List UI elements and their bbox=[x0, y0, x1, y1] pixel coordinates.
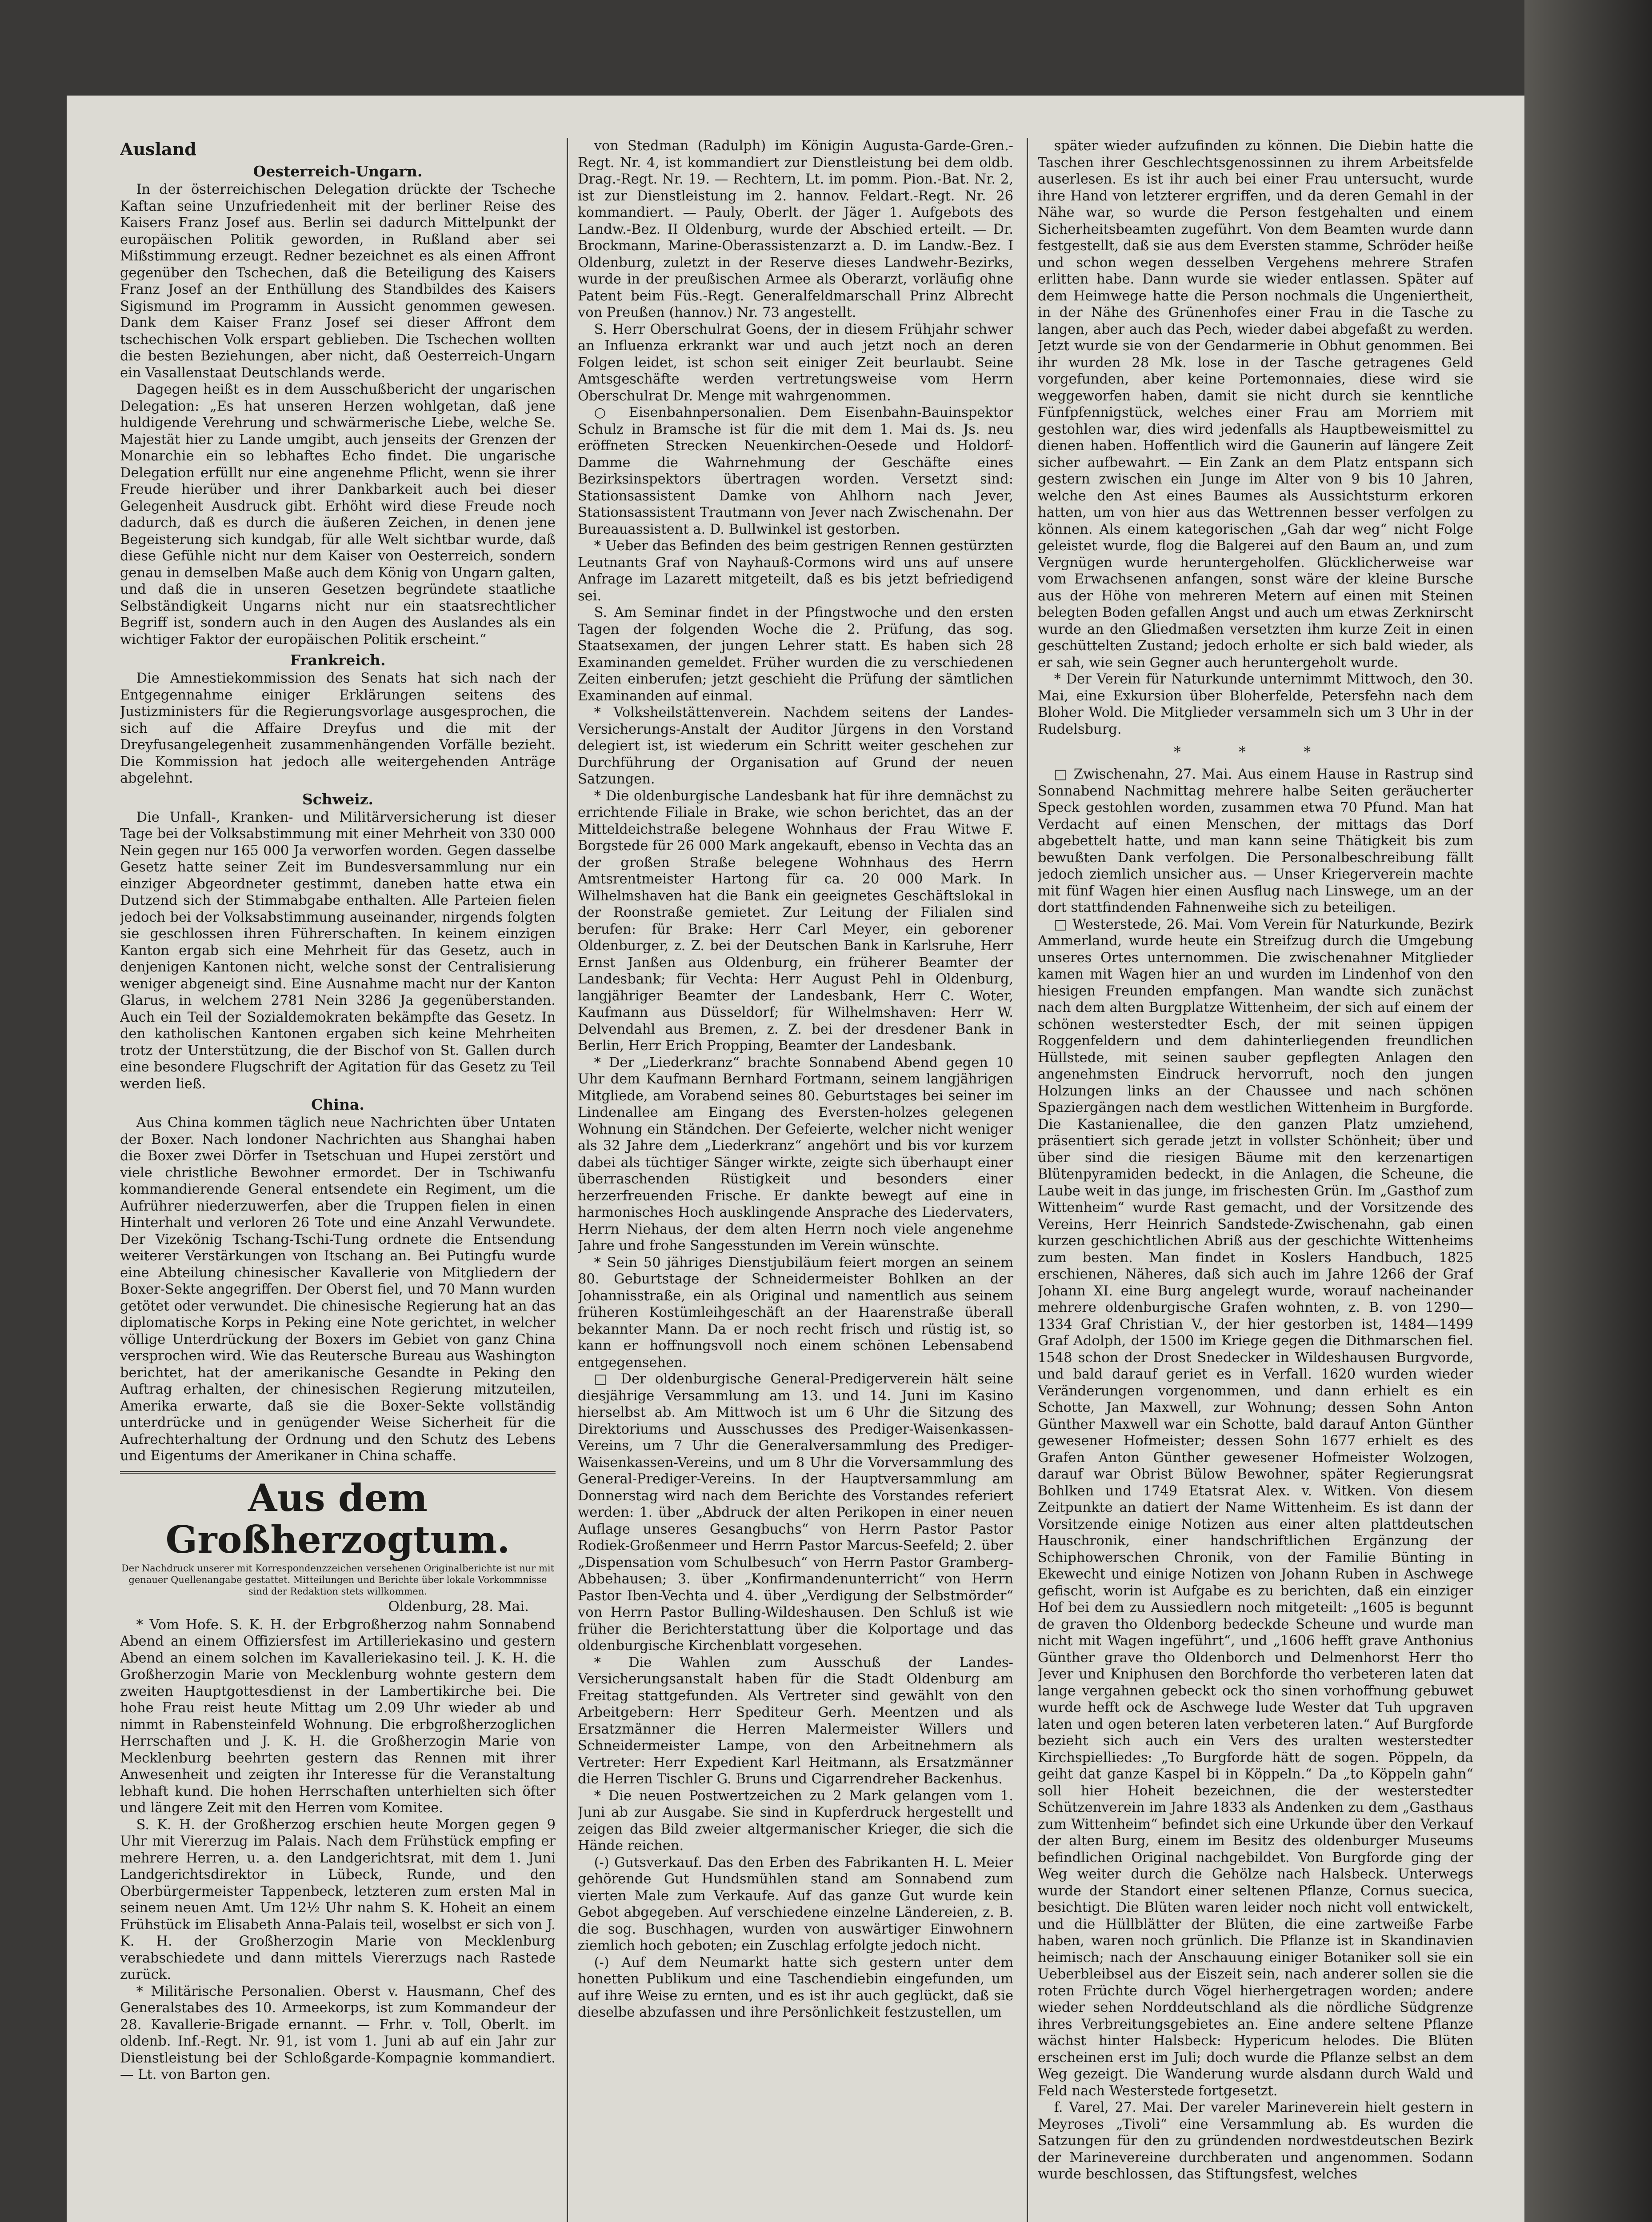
article-paragraph: □ Der oldenburgische General-Predigerverein hält seine diesjährige Versammlung am 13. und 14. Juni im Kasino hierselbst ab. Am Mittwoch ist um 6 Uhr die Sitzung des Direktoriums und Ausschusses des Prediger-Waisenkassen-Vereins, um 7 Uhr die Generalversammlung des Prediger-Waisenkassen-Vereins, und um 8 Uhr die Vorversammlung des General-Prediger-Vereins. In der Hauptversammlung am Donnerstag wird nach dem Berichte des Vorstandes referiert werden: 1. über „Abdruck der alten Perikopen in einer neuen Auflage unseres Gesangbuchs“ von Herrn Pastor Pastor Rodiek-Großenmeer und Herrn Pastor Marcus-Seefeld; 2. über „Dispensation vom Schulbesuch“ von Herrn Pastor Gramberg-Abbehausen; 3. über „Konfirmandenunterricht“ von Herrn Pastor Iben-Vechta und 4. über „Verdigung der Selbstmörder“ von Herrn Pastor Bulling-Wildeshausen. Den Schluß ist wie früher die Berichterstattung über die Kolportage und das oldenburgische Kirchenblatt vorgesehen. bbox=[578, 1371, 1013, 1654]
article-paragraph: Aus China kommen täglich neue Nachrichten über Untaten der Boxer. Nach londoner Nachrichten aus Shanghai haben die Boxer zwei Dörfer in Tsetschuan und Hupei zerstört und viele christliche Bewohner ermordet. Der in Tschiwanfu kommandierende General entsendete ein Regiment, um die Aufrührer niederzuwerfen, aber die Truppen fielen in einen Hinterhalt und verloren 26 Tote und eine Anzahl Verwundete. Der Vizekönig Tschang-Tschi-Tung ordnete die Entsendung weiterer Verstärkungen von Itschang an. Bei Putingfu wurde eine Abteilung chinesischer Kavallerie von Mitgliedern der Boxer-Sekte angegriffen. Der Oberst fiel, und 70 Mann wurden getötet oder verwundet. Die chinesische Regierung hat an das diplomatische Korps in Peking eine Note gerichtet, in welcher völlige Unterdrückung der Boxers im Gebiet von ganz China versprochen wird. Wie das Reutersche Bureau aus Washington berichtet, hat der amerikanische Gesandte in Peking den Auftrag erhalten, der chinesischen Regierung mitzuteilen, Amerika erwarte, daß sie die Boxer-Sekte vollständig unterdrücke und in genügender Weise Sicherheit für die Aufrechterhaltung der Ordnung und den Schutz des Lebens und Eigentums der Amerikaner in China schaffe. bbox=[120, 1115, 556, 1464]
article-paragraph: f. Varel, 27. Mai. Der vareler Marineverein hielt gestern in Meyroses „Tivoli“ eine Versammlung ab. Es wurden die Satzungen für den zu gründenden nordwestdeutschen Bezirk der Marinevereine durchberaten und angenommen. Sodann wurde beschlossen, das Stiftungsfest, welches bbox=[1038, 2100, 1473, 2182]
column-3 bbox=[1038, 138, 1473, 2222]
article-paragraph: * Sein 50 jähriges Dienstjubiläum feiert morgen an seinem 80. Geburtstage der Schneidermeister Bohlken an der Johannisstraße, ein als Original und namentlich aus seinem früheren Kostümleihgeschäft an der Haarenstraße überall bekannter Mann. Da er noch recht frisch und rüstig ist, so kann er hoffnungsvoll noch einem schönen Lebensabend entgegensehen. bbox=[578, 1255, 1013, 1371]
column-rule bbox=[1027, 138, 1028, 2222]
section-headline: Aus dem Großherzogtum. bbox=[120, 1471, 556, 1561]
article-paragraph: ○ Eisenbahnpersonalien. Dem Eisenbahn-Bauinspektor Schulz in Bramsche ist für die mit dem 1. Mai ds. Js. neu eröffneten Strecken Neuenkirchen-Oesede und Holdorf-Damme die Wahrnehmung der Geschäfte eines Bezirksinspektors übertragen worden. Versetzt sind: Stationsassistent Damke von Ahlhorn nach Jever, Stationsassistent Trautmann von Jever nach Zwischenahn. Der Bureauassistent a. D. Bullwinkel ist gestorben. bbox=[578, 405, 1013, 537]
dateline: Oldenburg, 28. Mai. bbox=[388, 1598, 529, 1615]
article-paragraph: S. K. H. der Großherzog erschien heute Morgen gegen 9 Uhr mit Viererzug im Palais. Nach dem Frühstück empfing er mehrere Herren, u. a. den Landgerichtsrat, mit dem 1. Juni Landgerichtsdirektor in Lübeck, Runde, und den Oberbürgermeister Tappenbeck, letzteren zum ersten Mal in seinem neuen Amt. Um 12½ Uhr nahm S. K. Hoheit an einem Frühstück im Elisabeth Anna-Palais teil, woselbst er sich von J. K. H. der Großherzogin Marie von Mecklenburg verabschiedete und dann mittels Viererzugs nach Rastede zurück. bbox=[120, 1817, 556, 1982]
column-1 bbox=[120, 138, 556, 2222]
section-separator: * * * bbox=[1173, 743, 1338, 760]
article-paragraph: * Die oldenburgische Landesbank hat für ihre demnächst zu errichtende Filiale in Brake, wie schon berichtet, das an der Mitteldeichstraße belegene Wohnhaus der Frau Witwe F. Borgstede für 26 000 Mark angekauft, ebenso in Vechta das an der großen Straße belegene Wohnhaus des Herrn Amtsrentmeister Hartong für ca. 20 000 Mark. In Wilhelmshaven hat die Bank ein geeignetes Geschäftslokal in der Roonstraße gemietet. Zur Leitung der Filialen sind berufen: für Brake: Herr Carl Meyer, ein geborener Oldenburger, z. Z. bei der Deutschen Bank in Karlsruhe, Herr Ernst Janßen aus Oldenburg, ein früherer Beamter der Landesbank; für Vechta: Herr August Pehl in Oldenburg, langjähriger Beamter der Landesbank, Herr C. Woter, Kaufmann aus Düsseldorf; für Wilhelmshaven: Herr W. Delvendahl aus Bremen, z. Z. bei der dresdener Bank in Berlin, Herr Erich Propping, Beamter der Landesbank. bbox=[578, 788, 1013, 1054]
article-paragraph: □ Zwischenahn, 27. Mai. Aus einem Hause in Rastrup sind Sonnabend Nachmittag mehrere halbe Seiten geräucherter Speck gestohlen worden, zusammen etwa 70 Pfund. Man hat Verdacht auf einen Menschen, der mittags das Dorf abgebettelt hatte, und man kann seine Thätigkeit bis zum bewußten Dank verfolgen. Die Personalbeschreibung fällt jedoch ziemlich unsicher aus. — Unser Kriegerverein machte mit fünf Wagen hier einen Ausflug nach Linswege, um an der dort stattfindenden Fahnenweihe sich zu beteiligen. bbox=[1038, 767, 1473, 915]
article-paragraph: * Ueber das Befinden des beim gestrigen Rennen gestürzten Leutnants Graf von Nayhauß-Cormons wird uns auf unsere Anfrage im Lazarett mitgeteilt, daß es bis jetzt befriedigend sei. bbox=[578, 538, 1013, 604]
subheading: Schweiz. bbox=[302, 790, 374, 808]
column-2 bbox=[578, 138, 1013, 2222]
subheading: Frankreich. bbox=[290, 651, 386, 669]
article-paragraph: Die Amnestiekommission des Senats hat sich nach der Entgegennahme einiger Erklärungen seitens des Justizministers für die Regierungsvorlage ausgesprochen, die sich auf die Affaire Dreyfus und die mit der Dreyfusangelegenheit zusammenhängenden Vorfälle bezieht. Die Kommission hat jedoch alle weitergehenden Anträge abgelehnt. bbox=[120, 671, 556, 786]
article-paragraph: von Stedman (Radulph) im Königin Augusta-Garde-Gren.-Regt. Nr. 4, ist kommandiert zur Dienstleistung bei dem oldb. Drag.-Regt. Nr. 19. — Rechtern, Lt. im pomm. Pion.-Bat. Nr. 2, ist zur Dienstleistung im 2. hannov. Feldart.-Regt. Nr. 26 kommandiert. — Pauly, Oberlt. der Jäger 1. Aufgebots des Landw.-Bez. II Oldenburg, wurde der Abschied erteilt. — Dr. Brockmann, Marine-Oberassistenzarzt a. D. im Landw.-Bez. I Oldenburg, zuletzt in der Reserve dieses Landwehr-Bezirks, wurde in der preußischen Armee als Oberarzt, vorläufig ohne Patent beim Füs.-Regt. Generalfeldmarschall Prinz Albrecht von Preußen (hannov.) Nr. 73 angestellt. bbox=[578, 138, 1013, 320]
article-paragraph: später wieder aufzufinden zu können. Die Diebin hatte die Taschen ihrer Geschlechtsgenossinnen zu ihrem Arbeitsfelde auserlesen. Es ist ihr auch bei einer Frau untersucht, wurde ihre Hand von letzterer ergriffen, und da deren Gemahl in der Nähe war, so wurde die Person festgehalten und einem Sicherheitsbeamten zugeführt. Von dem Beamten wurde dann festgestellt, daß sie aus dem Eversten stamme, Schröder heiße und schon wegen desselben Vergehens mehrere Strafen erlitten habe. Dann wurde sie wieder entlassen. Später auf dem Heimwege hatte die Person nochmals die Ungeniertheit, in der Nähe des Grünenhofes einer Frau in die Tasche zu langen, aber auch das Pech, wieder dabei abgefaßt zu werden. Jetzt wurde sie von der Gendarmerie in Obhut genommen. Bei ihr wurden 28 Mk. lose in der Tasche getragenes Geld vorgefunden, aber keine Portemonnaies, diese wird sie weggeworfen haben, damit sie nicht durch sie kenntliche Fünfpfennigstück, welches einer Frau am Morriem mit gestohlen war, dies wird jedenfalls als Hauptbeweismittel zu dienen haben. Hoffentlich wird die Gaunerin auf längere Zeit sicher aufbewahrt. — Ein Zank an dem Platz entspann sich gestern zwischen ein Junge im Alter von 9 bis 10 Jahren, welche den Ast eines Baumes als Aussichtsturm erkoren hatten, um von hier aus das Wettrennen besser verfolgen zu können. Als einem kategorischen „Gah dar weg“ nicht Folge geleistet wurde, flog die Balgerei auf den Baum an, und zum Vergnügen wurde heruntergeholfen. Glücklicherweise war vom Erwachsenen anfangen, sonst wäre der kleine Bursche aus der Höhe von mehreren Metern auf einen mit Steinen belegten Boden gefallen Angst und auch um etwas Zerknirscht wurde an den Gliedmaßen versetzten ihm kurze Zeit in einen geschüttelten Zustand; jedoch erholte er sich bald wieder, als er sah, wie sein Gegner auch heruntergeholt wurde. bbox=[1038, 138, 1473, 671]
subheading: China. bbox=[311, 1096, 364, 1113]
article-paragraph: (-) Gutsverkauf. Das den Erben des Fabrikanten H. L. Meier gehörende Gut Hundsmühlen stand am Sonnabend zum vierten Male zum Verkaufe. Auf das ganze Gut wurde kein Gebot abgegeben. Auf verschiedene einzelne Ländereien, z. B. die sog. Buschhagen, wurden von auswärtiger Einwohnern ziemlich hoch geboten; ein Zuschlag erfolgte jedoch nicht. bbox=[578, 1854, 1013, 1954]
article-paragraph: * Militärische Personalien. Oberst v. Hausmann, Chef des Generalstabes des 10. Armeekorps, ist zum Kommandeur der 28. Kavallerie-Brigade ernannt. — Frhr. v. Toll, Oberlt. im oldenb. Inf.-Regt. Nr. 91, ist vom 1. Juni ab auf ein Jahr zur Dienstleistung bei der Schloßgarde-Kompagnie kommandiert. — Lt. von Barton gen. bbox=[120, 1983, 556, 2082]
newspaper-page bbox=[67, 96, 1524, 2222]
column-rule bbox=[567, 138, 568, 2222]
article-paragraph: Die Unfall-, Kranken- und Militärversicherung ist dieser Tage bei der Volksabstimmung mit einer Mehrheit von 330 000 Nein gegen nur 165 000 Ja verworfen worden. Gegen dasselbe Gesetz hatte seiner Zeit im Bundesversammlung nur ein einziger Abgeordneter gestimmt, daneben hatte etwa ein Dutzend sich der Stimmabgabe enthalten. Alle Parteien fielen jedoch bei der Volksabstimmung auseinander, nirgends folgten sie geschlossen ihren Führerschaften. In keinem einzigen Kanton ergab sich eine Mehrheit für das Gesetz, auch in denjenigen Kantonen nicht, welche sonst der Centralisierung weniger abgeneigt sind. Eine Ausnahme macht nur der Kanton Glarus, in welchem 2781 Nein 3286 Ja gegenüberstanden. Auch ein Teil der Sozialdemokraten bekämpfte das Gesetz. In den katholischen Kantonen ergaben sich keine Mehrheiten trotz der Unterstützung, die der Bischof von St. Gallen durch eine besondere Flugschrift der Agitation für das Gesetz zu Teil werden ließ. bbox=[120, 809, 556, 1092]
book-binding-shadow bbox=[1524, 0, 1652, 2222]
article-paragraph: □ Westerstede, 26. Mai. Vom Verein für Naturkunde, Bezirk Ammerland, wurde heute ein Streifzug durch die Umgebung unseres Ortes unternommen. Die zwischenahner Mitglieder kamen mit Wagen hier an und wurden im Lindenhof von den hiesigen Freunden empfangen. Man wandte sich zunächst nach dem alten Burgplatze Wittenheim, der sich auf einem der schönen westerstedter Esch, der mit seinen üppigen Roggenfeldern und dem dahinterliegenden freundlichen Hüllstede, mit seinen sauber gepflegten Anlagen den angenehmsten Eindruck hervorruft, noch den jungen Holzungen links an der Chaussee und nach schönen Spaziergängen nach dem westlichen Wittenheim in Burgforde. Die Kastanienallee, die den ganzen Platz umziehend, präsentiert sich gerade jetzt in vollster Schönheit; über und über sind die riesigen Bäume mit den kerzenartigen Blütenpyramiden bedeckt, in die Anlagen, die Scheune, die Laube weit in das junge, im frischesten Grün. Im „Gasthof zum Wittenheim“ wurde Rast gemacht, und der Vorsitzende des Vereins, Herr Heinrich Sandstede-Zwischenahn, gab einen kurzen geschichtlichen Abriß aus der geschichte Wittenheims zum besten. Man findet in Koslers Handbuch, 1825 erschienen, Näheres, daß sich auch im Jahre 1266 der Graf Johann XI. eine Burg angelegt wurde, worauf nacheinander mehrere oldenburgische Grafen wohnten, z. B. von 1290—1334 Graf Christian V., der hier gestorben ist, 1484—1499 Graf Adolph, der 1500 im Kriege gegen die Dithmarschen fiel. 1548 schon der Drost Snedecker in Wildeshausen Burgvorde, und bald darauf geriet es in Verfall. 1620 wurden wieder Veränderungen vorgenommen, und dann erhielt es ein Schotte, Jan Maxwell, zur Wohnung; dessen Sohn Anton Günther Maxwell war ein Schotte, bald darauf Anton Günther gewesener Hofmeister; dessen Sohn 1677 erhielt es des Grafen Anton Günther gewesener Hofmeister Wolzogen, darauf war Obrist Bülow Bewohner, später Regierungsrat Bohlken und 1749 Etatsrat Alex. v. Witken. Von diesem Zeitpunkte an datiert der Name Wittenheim. Es ist dann der Vorsitzende einige Notizen aus einer alten plattdeutschen Hauschronik, einer handschriftlichen Ergänzung der Schiphowerschen Chronik, von der Familie Bünting in Ekewecht und einige Notizen von Johann Ruben in Aschwege gefischt, worin ist Aufgabe es zu berichten, daß ein einziger Hof bei dem zu Aussiedlern noch mitgeteilt: „1605 is begunnt de graven tho Oldenborg bedeckde Scheune und wurde man nicht mit Wagen ingeführt“, und „1606 hefft grave Anthonius Günther grave tho Oldenborch und Delmenhorst Herr tho Jever und Kniphusen den Borchforde tho verbeteren laten dat lange vergahnen gebeckt ock tho sinen vorhoffnung gebuwet wurde hefft ock de Aschwege lude Wester dat Tuh upgraven laten und ogen beteren laten verbeteren laten.“ Auf Burgforde bezieht sich auch ein Vers des uralten westerstedter Kirchspielliedes: „To Burgforde hätt de sogen. Pöppeln, da geiht dat ganze Kaspel bi in Köppeln.“ Da „to Köppeln gahn“ soll hier Hoheit bezeichnen, die der westerstedter Schützenverein im Jahre 1833 als Andenken zu dem „Gasthaus zum Wittenheim“ befindet sich eine Urkunde über den Verkauf der alten Burg, einem im Besitz des oldenburger Museums befindlichen Original nachgebildet. Von Burgforde ging der Weg weiter durch die Gehölze nach Halsbeck. Unterwegs wurde der Standort einer seltenen Pflanze, Cornus suecica, besichtigt. Die Blüten waren leider noch nicht voll entwickelt, und die Hüllblätter der Blüten, die eine zartweiße Farbe haben, waren noch grünlich. Die Pflanze ist in Skandinavien heimisch; nach der Anschauung einiger Botaniker soll sie ein Ueberbleibsel aus der Eiszeit sein, nach anderer sollen sie die roten Früchte durch Vögel hierhergetragen worden; andere wieder sehen Norddeutschland als die nördliche Südgrenze ihres Verbreitungsgebietes an. Eine andere seltene Pflanze wächst hinter Halsbeck: Hypericum helodes. Die Blüten erscheinen erst im Juli; doch wurde die Pflanze selbst an dem Weg gezeigt. Die Wanderung wurde alsdann durch Wald und Feld nach Westerstede fortgesetzt. bbox=[1038, 916, 1473, 2099]
article-paragraph: * Der Verein für Naturkunde unternimmt Mittwoch, den 30. Mai, eine Exkursion über Bloherfelde, Petersfehn nach dem Bloher Wold. Die Mitglieder versammeln sich um 3 Uhr in der Rudelsburg. bbox=[1038, 671, 1473, 737]
article-paragraph: In der österreichischen Delegation drückte der Tscheche Kaftan seine Unzufriedenheit mit der berliner Reise des Kaisers Franz Josef aus. Berlin sei dadurch Mittelpunkt der europäischen Politik geworden, in Rußland aber sei Mißstimmung erzeugt. Redner bezeichnet es als einen Affront gegenüber den Tschechen, daß die Beteiligung des Kaisers Franz Josef an der Enthüllung des Standbildes des Kaisers Sigismund im Programm in Aussicht genommen gewesen. Dank dem Kaiser Franz Josef sei dieser Affront dem tschechischen Volk erspart geblieben. Die Tschechen wollten die besten Beziehungen, aber nicht, daß Oesterreich-Ungarn ein Vasallenstaat Deutschlands werde. bbox=[120, 182, 556, 381]
article-paragraph: * Volksheilstättenverein. Nachdem seitens der Landes-Versicherungs-Anstalt der Auditor Jürgens in den Vorstand delegiert ist, ist wiederum ein Schritt weiter geschehen zur Durchführung der Organisation auf Grund der neuen Satzungen. bbox=[578, 705, 1013, 787]
section-title: Ausland bbox=[120, 139, 196, 159]
reprint-notice: Der Nachdruck unserer mit Korrespondenzzeichen versehenen Originalberichte ist nur mit genauer Quellenangabe gestattet. Mitteilungen und Berichte über lokale Vorkommnisse sind der Redaktion stets willkommen. bbox=[121, 1563, 555, 1597]
article-paragraph: * Vom Hofe. S. K. H. der Erbgroßherzog nahm Sonnabend Abend an einem Offiziersfest im Artilleriekasino und gestern Abend an einem solchen im Kavalleriekasino teil. J. K. H. die Großherzogin Marie von Mecklenburg wohnte gestern dem zweiten Hauptgottesdienst in der Lambertikirche bei. Die hohe Frau reist heute Mittag um 2.09 Uhr wieder ab und nimmt in Rabensteinfeld Wohnung. Die erbgroßherzoglichen Herrschaften und J. K. H. die Großherzogin Marie von Mecklenburg beehrten gestern das Rennen mit ihrer Anwesenheit und zeigten ihr Interesse für die Veranstaltung lebhaft kund. Die hohen Herrschaften unterhielten sich öfter und längere Zeit mit den Herren vom Komitee. bbox=[120, 1617, 556, 1816]
article-paragraph: (-) Auf dem Neumarkt hatte sich gestern unter dem honetten Publikum und eine Taschendiebin eingefunden, um auf ihre Weise zu ernten, und es ist ihr auch geglückt, daß sie dieselbe abzufassen und ihre Persönlichkeit festzustellen, um bbox=[578, 1954, 1013, 2020]
article-paragraph: Dagegen heißt es in dem Ausschußbericht der ungarischen Delegation: „Es hat unseren Herzen wohlgetan, daß jene huldigende Verehrung und schwärmerische Liebe, welche Se. Majestät hier zu Lande umgibt, auch jenseits der Grenzen der Monarchie ein so lebhaftes Echo findet. Die ungarische Delegation erfüllt nur eine angenehme Pflicht, wenn sie ihrer Freude hierüber und ihrer Dankbarkeit auch bei dieser Gelegenheit Ausdruck gibt. Erhöht wird diese Freude noch dadurch, daß es durch die äußeren Zeichen, in denen jene Begeisterung sich kundgab, für alle Welt sichtbar wurde, daß diese Gefühle nicht nur dem Kaiser von Oesterreich, sondern genau in demselben Maße auch dem König von Ungarn galten, und daß die in unseren Gesetzen begründete staatliche Selbständigkeit Ungarns nicht nur ein staatsrechtlicher Begriff ist, sondern auch in den Augen des Auslandes als ein wichtiger Faktor der europäischen Politik erscheint.“ bbox=[120, 382, 556, 647]
article-paragraph: * Die neuen Postwertzeichen zu 2 Mark gelangen vom 1. Juni ab zur Ausgabe. Sie sind in Kupferdruck hergestellt und zeigen das Bild zweier altgermanischer Krieger, die sich die Hände reichen. bbox=[578, 1788, 1013, 1854]
article-paragraph: * Die Wahlen zum Ausschuß der Landes-Versicherungsanstalt haben für die Stadt Oldenburg am Freitag stattgefunden. Als Vertreter sind gewählt von den Arbeitgebern: Herr Spediteur Gerh. Meentzen und als Ersatzmänner die Herren Malermeister Willers und Schneidermeister Lampe, von den Arbeitnehmern als Vertreter: Herr Expedient Karl Heitmann, als Ersatzmänner die Herren Tischler G. Bruns und Cigarrendreher Backenhus. bbox=[578, 1655, 1013, 1787]
article-paragraph: S. Am Seminar findet in der Pfingstwoche und den ersten Tagen der folgenden Woche die 2. Prüfung, das sog. Staatsexamen, der jungen Lehrer statt. Es haben sich 28 Examinanden gemeldet. Früher wurden die zu verschiedenen Zeiten einberufen; jetzt geschieht die Prüfung der sämtlichen Examinanden auf einmal. bbox=[578, 605, 1013, 704]
article-paragraph: * Der „Liederkranz“ brachte Sonnabend Abend gegen 10 Uhr dem Kaufmann Bernhard Fortmann, seinem langjährigen Mitgliede, am Vorabend seines 80. Geburtstages bei seiner im Lindenallee am Eingang des Eversten-holzes gelegenen Wohnung ein Ständchen. Der Gefeierte, welcher nicht weniger als 32 Jahre dem „Liederkranz“ angehört und bis vor kurzem dabei als tüchtiger Sänger wirkte, zeigte sich überhaupt einer überraschenden Rüstigkeit und besonders einer herzerfreuenden Frische. Er dankte bewegt auf eine in harmonisches Hoch ausklingende Ansprache des Liedervaters, Herrn Niehaus, der dem alten Herrn noch viele angenehme Jahre und frohe Sangesstunden im Verein wünschte. bbox=[578, 1055, 1013, 1254]
subheading: Oesterreich-Ungarn. bbox=[253, 163, 423, 180]
article-paragraph: S. Herr Oberschulrat Goens, der in diesem Frühjahr schwer an Influenza erkrankt war und auch jetzt noch an deren Folgen leidet, ist schon seit einiger Zeit beurlaubt. Seine Amtsgeschäfte werden vertretungsweise vom Herrn Oberschulrat Dr. Menge mit wahrgenommen. bbox=[578, 321, 1013, 404]
